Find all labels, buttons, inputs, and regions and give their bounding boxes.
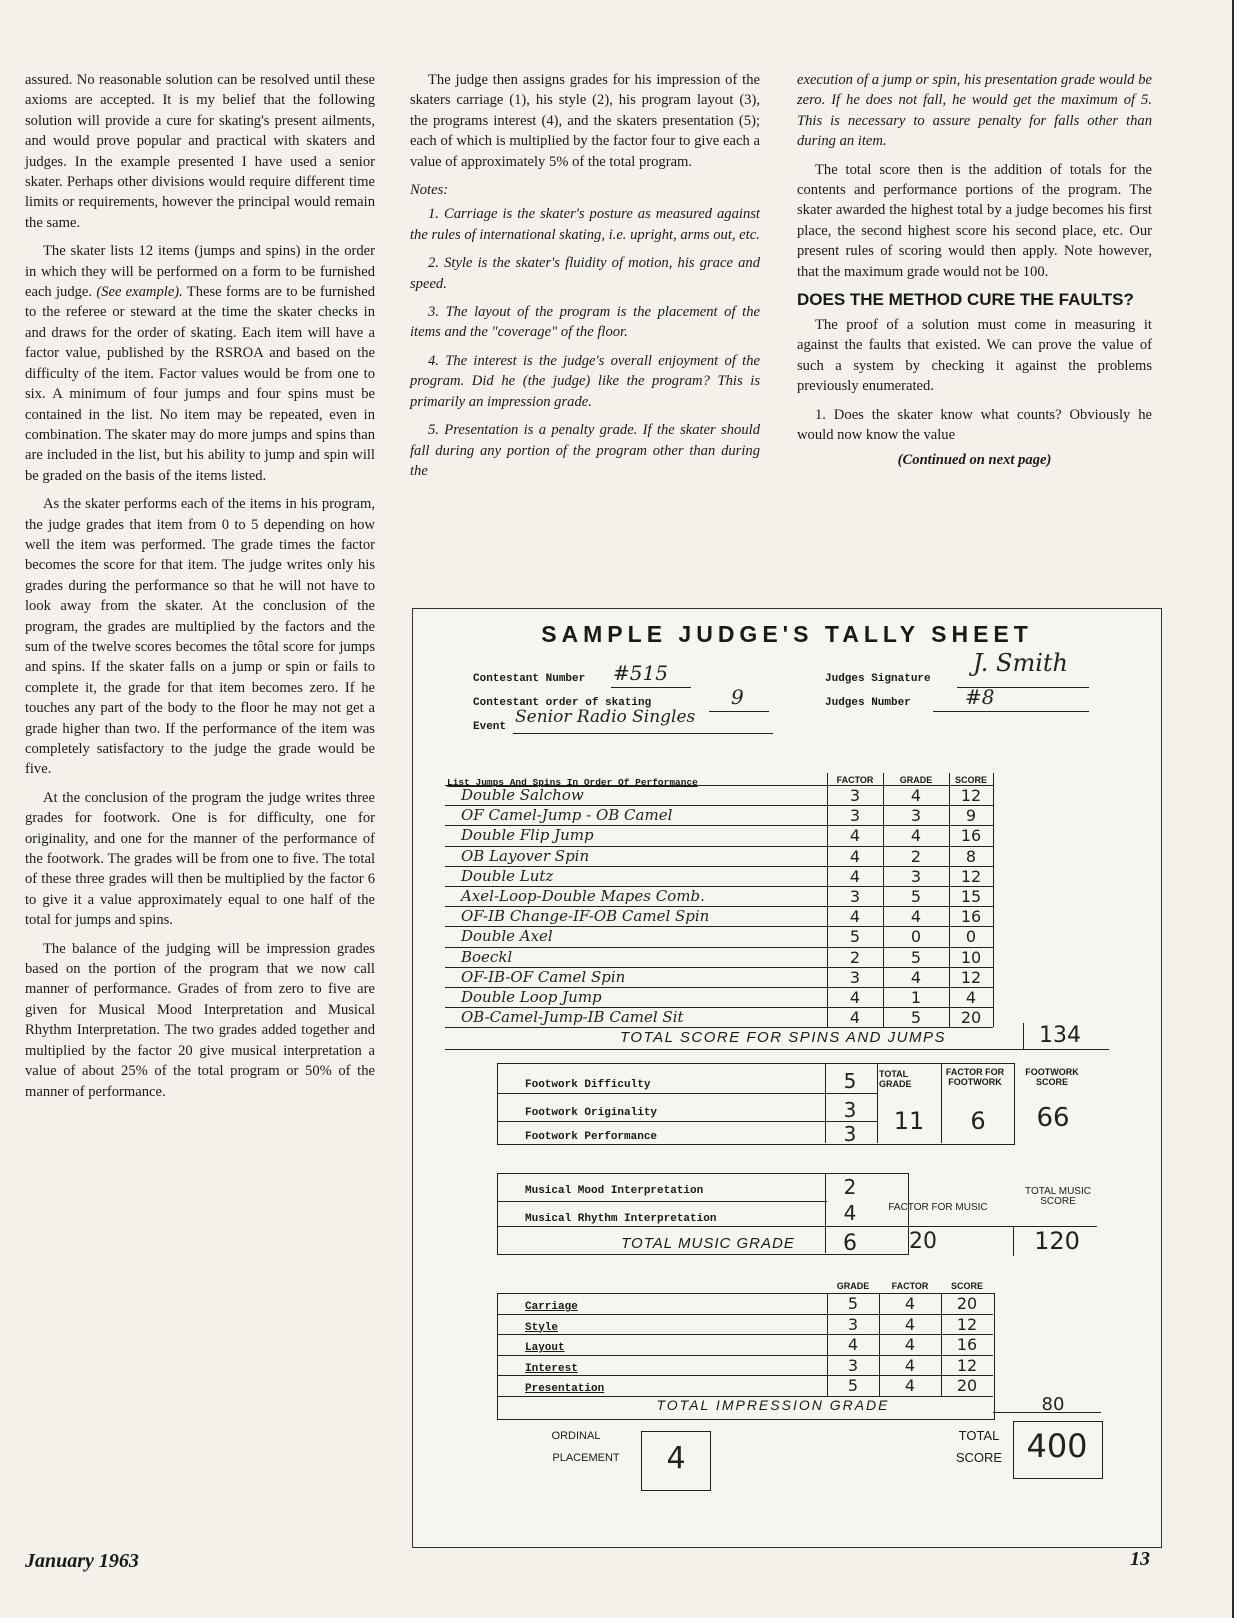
footwork-line-1 — [497, 1093, 877, 1094]
item-grade: 4 — [910, 786, 922, 805]
item-factor: 4 — [849, 826, 861, 846]
item-grade: 5 — [910, 1008, 922, 1028]
music-line-2 — [497, 1226, 1097, 1227]
footwork-vline-2 — [877, 1063, 878, 1143]
item-grade: 0 — [910, 927, 922, 947]
impression-row-factor: 4 — [904, 1335, 916, 1354]
factor-header: FACTOR — [836, 775, 874, 785]
item-score: 20 — [960, 1008, 982, 1028]
footwork-total-grade-label: TOTAL GRADE — [879, 1069, 912, 1089]
jump-spin-item-name: Double Axel — [461, 927, 553, 946]
impression-row-score: 12 — [956, 1314, 978, 1334]
order-line — [709, 711, 769, 712]
judge-number-label: Judges Number — [825, 697, 911, 709]
item-factor: 5 — [849, 927, 861, 947]
score-header: SCORE — [954, 775, 987, 785]
impression-column-line — [879, 1293, 880, 1396]
impression-row-factor: 4 — [904, 1314, 916, 1334]
footwork-difficulty-grade: 5 — [843, 1069, 857, 1093]
col3-paragraph-4: 1. Does the skater know what counts? Obviously he would now know the value — [797, 406, 1152, 444]
item-factor: 3 — [849, 967, 861, 987]
table-column-line — [949, 773, 950, 1027]
music-factor-label: FACTOR FOR MUSIC — [888, 1202, 988, 1213]
col3-paragraph-2: The total score then is the addition of totals for the contents and performance portions of the program. The skater awarded the highest total by a judge becomes his first place, the second highest score his second place, etc. Our present rules of scoring would then apply. Note however, that the maximum grade would not be 100. — [797, 161, 1152, 280]
impression-row-label: Layout — [525, 1342, 565, 1354]
column-3 — [797, 70, 1152, 470]
item-factor: 3 — [849, 806, 861, 826]
music-line-1 — [497, 1201, 827, 1202]
item-score: 15 — [960, 887, 982, 906]
footwork-difficulty-label: Footwork Difficulty — [525, 1079, 651, 1091]
jump-spin-item-name: Boeckl — [461, 947, 513, 966]
continued-note: (Continued on next page) — [897, 451, 1052, 468]
impression-factor-header: FACTOR — [891, 1281, 929, 1291]
footwork-score: 66 — [1036, 1103, 1070, 1133]
item-factor: 4 — [849, 1008, 861, 1028]
music-mood-grade: 2 — [843, 1175, 857, 1199]
page-number: 13 — [1130, 1548, 1150, 1570]
jump-spin-item-name: OB Layover Spin — [461, 846, 590, 865]
impression-grade-header: GRADE — [836, 1281, 870, 1291]
table-column-line — [883, 773, 884, 1027]
footwork-factor: 6 — [970, 1107, 986, 1135]
contestant-number-value: #515 — [613, 661, 668, 685]
col1-p2-text-a: The skater lists 12 items (jumps and spins) in the order in which they will be performed on a form to be furnished each judge. — [25, 243, 375, 301]
col1-paragraph-3: As the skater performs each of the items in his program, the judge grades that item from 0 to 5 depending on how well the item was performed. The grade times the factor becomes the score for that item. The judge writes only his grades during the performance so that he will not have to look away from the skater. At the conclusion of the program, the grades are multiplied by the factors and the sum of the twelve scores becomes the tôtal score for jumps and spins. If the skater falls on a jump or spin or fails to complete it, the grade for that item becomes zero. If he touches any part of the body to the floor he may not get a grade higher than two. If the performance of the item was completely satisfactory to the judge the grade would be five. — [25, 496, 375, 778]
event-line — [513, 733, 773, 734]
footwork-originality-label: Footwork Originality — [525, 1107, 658, 1119]
total-score-label-line-1: TOTAL — [958, 1428, 1000, 1443]
item-score: 12 — [960, 967, 982, 987]
jump-spin-item-name: Axel-Loop-Double Mapes Comb. — [461, 887, 705, 905]
event-value: Senior Radio Singles — [515, 707, 696, 727]
impression-row-label: Style — [525, 1321, 559, 1334]
note-1: 1. Carriage is the skater's posture as measured against the rules of international skating, i.e. upright, arms out, etc. — [410, 206, 760, 243]
item-score: 4 — [965, 988, 977, 1007]
item-grade: 2 — [910, 846, 922, 866]
tally-sheet — [412, 608, 1162, 1548]
item-factor: 3 — [849, 786, 861, 805]
judge-number-value: #8 — [965, 685, 995, 709]
issue-date: January 1963 — [25, 1550, 139, 1572]
total-jumps-line — [445, 1049, 1109, 1050]
total-jumps-label: TOTAL SCORE FOR SPINS AND JUMPS — [620, 1029, 946, 1047]
table-column-line — [827, 773, 828, 1027]
item-grade: 4 — [910, 826, 922, 846]
impression-row-grade: 4 — [847, 1335, 859, 1354]
item-factor: 4 — [849, 907, 861, 927]
item-grade: 3 — [910, 866, 922, 886]
jump-spin-item-name: Double Flip Jump — [461, 826, 594, 845]
music-total-grade-label: TOTAL MUSIC GRADE — [621, 1235, 795, 1252]
item-score: 9 — [965, 806, 977, 826]
footwork-originality-grade: 3 — [843, 1098, 857, 1122]
jump-spin-item-name: OF-IB-OF Camel Spin — [461, 967, 626, 986]
sheet-title: SAMPLE JUDGE'S TALLY SHEET — [541, 621, 1033, 647]
column-2 — [410, 70, 760, 489]
col1-paragraph-1: assured. No reasonable solution can be resolved until these axioms are accepted. It is my belief that the following solution will provide a cure for skating's present ailments, and would prove popular and practical with skaters and judges. In the example presented I have used a senior skater. Perhaps other divisions would require different time limits or requirements, however the principal would remain the same. — [25, 72, 375, 231]
impression-row-label: Interest — [525, 1362, 578, 1375]
judge-number-line — [933, 711, 1089, 712]
jump-spin-item-name: OB-Camel-Jump-IB Camel Sit — [461, 1008, 684, 1027]
item-factor: 4 — [849, 846, 861, 866]
footwork-factor-label: FACTOR FOR FOOTWORK — [945, 1067, 1005, 1087]
col1-paragraph-5: The balance of the judging will be impression grades based on the portion of the program that we now call manner of performance. Grades of from zero to five are given for Musical Mood Interpretation and Musical Rhythm Interpretation. The two grades added together and multiplied by the factor 20 give musical interpretation a value of about 25% of the total program or 50% of the manner of performance. — [25, 940, 375, 1100]
impression-row-score: 16 — [956, 1335, 978, 1354]
music-rhythm-grade: 4 — [843, 1201, 857, 1225]
item-factor: 2 — [849, 947, 861, 967]
impression-row-factor: 4 — [904, 1376, 916, 1395]
footwork-score-label: FOOTWORK SCORE — [1025, 1067, 1079, 1087]
total-score-label-line-2: SCORE — [955, 1450, 1003, 1465]
contestant-number-line — [611, 687, 691, 688]
footwork-performance-label: Footwork Performance — [525, 1131, 658, 1143]
items-header: List Jumps And Spins In Order Of Performance — [447, 777, 698, 788]
col1-p2-text-c: These forms are to be furnished to the referee or steward at the time the skater checks in and draws for the order of skating. Each item will have a factor value, published by the RSROA and based on the difficulty of the item. Factor values would be from one to six. A minimum of four jumps and four spins must be contained in the list. No item may be repeated, even in combination. The skater may do more jumps and spins than are included in the list, but his ability to jump and spin will be graded on the basis of the items listed. — [25, 284, 375, 484]
music-score: 120 — [1034, 1227, 1080, 1255]
total-jumps-score: 134 — [1039, 1023, 1081, 1049]
item-score: 12 — [960, 786, 982, 805]
impression-row-grade: 3 — [847, 1355, 859, 1375]
note-2: 2. Style is the skater's fluidity of motion, his grace and speed. — [410, 255, 760, 292]
item-score: 16 — [960, 907, 982, 927]
ordinal-placement: 4 — [666, 1441, 686, 1476]
item-factor: 3 — [849, 887, 861, 906]
music-vline-2 — [1013, 1226, 1014, 1256]
note-4: 4. The interest is the judge's overall enjoyment of the program. Did he (the judge) like the program? This is primarily an impression grade. — [410, 352, 760, 410]
item-factor: 4 — [849, 866, 861, 886]
impression-column-line — [941, 1293, 942, 1396]
jump-spin-item-name: Double Salchow — [461, 786, 584, 804]
item-score: 0 — [965, 927, 977, 947]
impression-row-factor: 4 — [904, 1355, 916, 1375]
impression-row-grade: 5 — [847, 1294, 859, 1313]
order-value: 9 — [731, 685, 744, 709]
col3-paragraph-3: The proof of a solution must come in measuring it against the faults that existed. We can prove the value of such a system by checking it against the problems previously enumerated. — [797, 317, 1152, 395]
music-total-grade: 6 — [843, 1231, 857, 1256]
note-5: 5. Presentation is a penalty grade. If the skater should fall during any portion of the program other than during the — [410, 422, 760, 479]
notes-label: Notes: — [410, 182, 449, 199]
item-grade: 1 — [910, 988, 922, 1007]
impression-row-label: Presentation — [525, 1383, 605, 1395]
jump-spin-item-name: Double Loop Jump — [461, 988, 602, 1006]
judge-signature: J. Smith — [973, 649, 1068, 677]
item-score: 10 — [960, 947, 982, 967]
footwork-performance-grade: 3 — [843, 1122, 857, 1146]
order-label: Contestant order of skating — [473, 697, 652, 709]
music-rhythm-label: Musical Rhythm Interpretation — [525, 1213, 717, 1225]
impression-score-header: SCORE — [950, 1281, 983, 1291]
item-score: 16 — [960, 826, 982, 846]
signature-label: Judges Signature — [825, 673, 931, 685]
music-mood-label: Musical Mood Interpretation — [525, 1185, 704, 1197]
music-factor: 20 — [909, 1229, 937, 1254]
col3-paragraph-1: execution of a jump or spin, his presentation grade would be zero. If he does not fall, he would get the maximum of 5. This is necessary to assure penalty for falls other than during an item. — [797, 72, 1152, 150]
impression-row-score: 20 — [956, 1376, 978, 1395]
event-label: Event — [473, 721, 507, 733]
section-heading: DOES THE METHOD CURE THE FAULTS? — [797, 290, 1134, 310]
total-jumps-divider — [1023, 1023, 1024, 1049]
jump-spin-item-name: Double Lutz — [461, 866, 554, 885]
ordinal-label-line-2: PLACEMENT — [552, 1452, 620, 1464]
item-row-line — [445, 1027, 993, 1028]
col1-paragraph-4: At the conclusion of the program the judge writes three grades for footwork. One is for difficulty, one for originality, and one for the manner of the performance of the footwork. The grades will be from one to five. The total of these three grades will then be multiplied by the factor 6 to give it a value approximately equal to one half of the total for jumps and spins. — [25, 789, 375, 929]
item-score: 12 — [960, 866, 982, 886]
total-score: 400 — [1026, 1427, 1088, 1465]
impression-row-score: 12 — [956, 1355, 978, 1375]
impression-row-factor: 4 — [904, 1294, 916, 1313]
item-score: 8 — [965, 846, 977, 866]
note-3: 3. The layout of the program is the placement of the items and the "coverage" of the floor. — [410, 304, 760, 341]
jump-spin-item-name: OF-IB Change-IF-OB Camel Spin — [461, 907, 710, 926]
item-grade: 4 — [910, 967, 922, 987]
item-grade: 4 — [910, 907, 922, 927]
footwork-line-2 — [497, 1121, 877, 1122]
col2-paragraph-1: The judge then assigns grades for his impression of the skaters carriage (1), his style (2), his program layout (3), the programs interest (4), and the skaters presentation (5); each of which is multiplied by the factor four to give each a value of approximately 5% of the total program. — [410, 72, 760, 170]
impression-total: 80 — [1041, 1393, 1065, 1415]
item-grade: 5 — [910, 947, 922, 967]
impression-total-label: TOTAL IMPRESSION GRADE — [656, 1396, 890, 1413]
ordinal-label-line-1: ORDINAL — [551, 1430, 601, 1442]
item-grade: 5 — [910, 887, 922, 906]
grade-header: GRADE — [899, 775, 933, 785]
column-1 — [25, 70, 375, 1110]
item-grade: 3 — [910, 806, 922, 826]
impression-column-line — [827, 1293, 828, 1396]
impression-row-grade: 3 — [847, 1314, 859, 1334]
jump-spin-item-name: OF Camel-Jump - OB Camel — [461, 806, 673, 825]
item-factor: 4 — [849, 988, 861, 1007]
footwork-total-grade: 11 — [893, 1107, 925, 1135]
impression-row-score: 20 — [956, 1294, 978, 1313]
col1-paragraph-2 — [25, 241, 375, 486]
impression-row-label: Carriage — [525, 1301, 578, 1313]
contestant-number-label: Contestant Number — [473, 673, 586, 685]
impression-row-grade: 5 — [847, 1376, 859, 1395]
col1-p2-see-example: (See example). — [96, 284, 183, 301]
footwork-vline-3 — [941, 1063, 942, 1143]
table-column-line — [993, 773, 994, 1027]
music-score-label: TOTAL MUSIC SCORE — [1025, 1186, 1091, 1207]
